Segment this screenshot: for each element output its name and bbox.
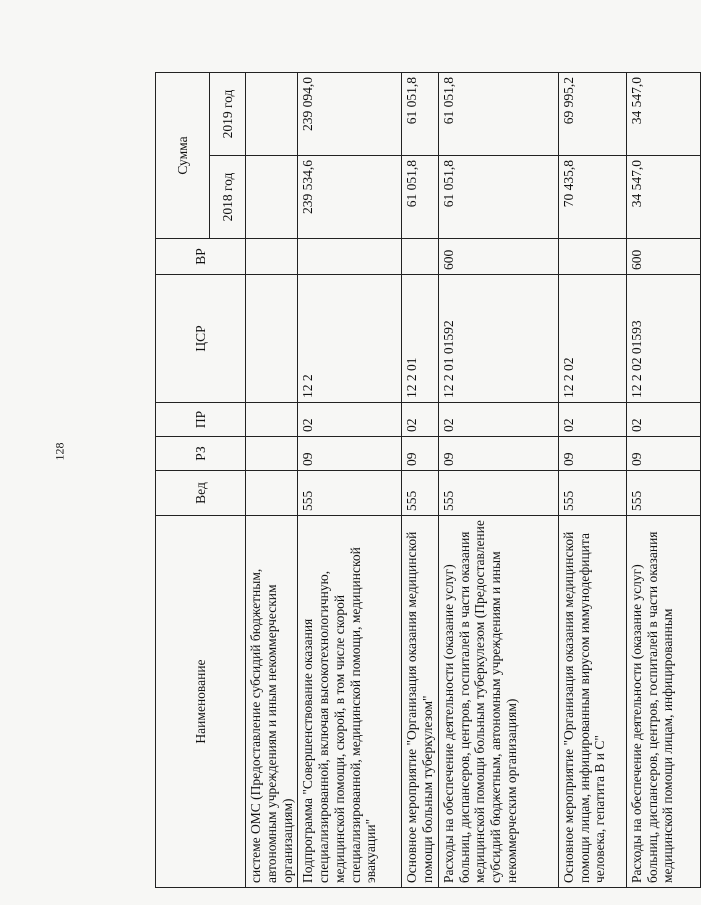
- cell-pr: 02: [438, 403, 558, 437]
- header-csr: ЦСР: [156, 275, 246, 403]
- header-pr: ПР: [156, 403, 246, 437]
- cell-pr: 02: [298, 403, 402, 437]
- cell-rz: 09: [298, 437, 402, 471]
- budget-table: [155, 72, 701, 888]
- cell-vr: 600: [438, 239, 558, 275]
- cell-2019: 34 547,0: [626, 72, 700, 155]
- cell-pr: 02: [558, 403, 626, 437]
- table-row: [558, 72, 626, 887]
- header-ved: Вед: [156, 471, 246, 516]
- cell-csr: 12 2 02 01593: [626, 275, 700, 403]
- cell-rz: 09: [626, 437, 700, 471]
- cell-name: Основное мероприятие "Организация оказания медицинской помощи лицам, инфицированным вирусом иммунодефицита человека, гепатита В и С": [558, 516, 626, 888]
- table-row: [246, 72, 298, 887]
- cell-vr: 600: [626, 239, 700, 275]
- cell-2019: 61 051,8: [402, 72, 439, 155]
- cell-2019: 61 051,8: [438, 72, 558, 155]
- cell-ved: 555: [438, 471, 558, 516]
- cell-csr: 12 2 02: [558, 275, 626, 403]
- cell-csr: 12 2 01 01592: [438, 275, 558, 403]
- cell-2019: [246, 72, 298, 155]
- cell-ved: 555: [626, 471, 700, 516]
- cell-vr: [298, 239, 402, 275]
- cell-2018: 61 051,8: [438, 156, 558, 239]
- cell-name: Основное мероприятие "Организация оказания медицинской помощи больным туберкулезом": [402, 516, 439, 888]
- cell-ved: [246, 471, 298, 516]
- header-name: Наименование: [156, 516, 246, 888]
- cell-rz: 09: [558, 437, 626, 471]
- cell-ved: 555: [402, 471, 439, 516]
- cell-2018: 70 435,8: [558, 156, 626, 239]
- cell-vr: [558, 239, 626, 275]
- table-row: [298, 72, 402, 887]
- cell-2018: 239 534,6: [298, 156, 402, 239]
- table-row: [626, 72, 700, 887]
- header-vr: ВР: [156, 239, 246, 275]
- cell-2018: 34 547,0: [626, 156, 700, 239]
- cell-2019: 69 995,2: [558, 72, 626, 155]
- cell-2018: 61 051,8: [402, 156, 439, 239]
- cell-vr: [246, 239, 298, 275]
- cell-pr: [246, 403, 298, 437]
- cell-name: системе ОМС (Предоставление субсидий бюджетным, автономным учреждениям и иным некоммерческим организациям): [246, 516, 298, 888]
- table-row: [402, 72, 439, 887]
- budget-table-rotated: [155, 73, 676, 888]
- cell-vr: [402, 239, 439, 275]
- cell-rz: 09: [438, 437, 558, 471]
- cell-2018: [246, 156, 298, 239]
- header-2019: 2019 год: [210, 72, 246, 155]
- cell-ved: 555: [298, 471, 402, 516]
- page-number: 128: [52, 442, 67, 461]
- cell-name: Расходы на обеспечение деятельности (оказание услуг) больниц, диспансеров, центров, госпиталей в части оказания медицинской помощи больным туберкулезом (Предоставление субсидий бюджетным, автономным учреждениям и иным некоммерческим организациям): [438, 516, 558, 888]
- cell-rz: [246, 437, 298, 471]
- cell-ved: 555: [558, 471, 626, 516]
- cell-rz: 09: [402, 437, 439, 471]
- table-row: [438, 72, 558, 887]
- cell-csr: [246, 275, 298, 403]
- header-summa: Сумма: [156, 72, 210, 238]
- header-rz: РЗ: [156, 437, 246, 471]
- cell-csr: 12 2: [298, 275, 402, 403]
- cell-csr: 12 2 01: [402, 275, 439, 403]
- cell-2019: 239 094,0: [298, 72, 402, 155]
- header-2018: 2018 год: [210, 156, 246, 239]
- cell-name: Расходы на обеспечение деятельности (оказание услуг) больниц, диспансеров, центров, госпиталей в части оказания медицинской помощи лицам, инфицированным: [626, 516, 700, 888]
- cell-pr: 02: [402, 403, 439, 437]
- cell-pr: 02: [626, 403, 700, 437]
- cell-name: Подпрограмма "Совершенствование оказания специализированной, включая высокотехнологичную, медицинской помощи, скорой, в том числе скорой специализированной, медицинской помощи, медицинской эвакуации": [298, 516, 402, 888]
